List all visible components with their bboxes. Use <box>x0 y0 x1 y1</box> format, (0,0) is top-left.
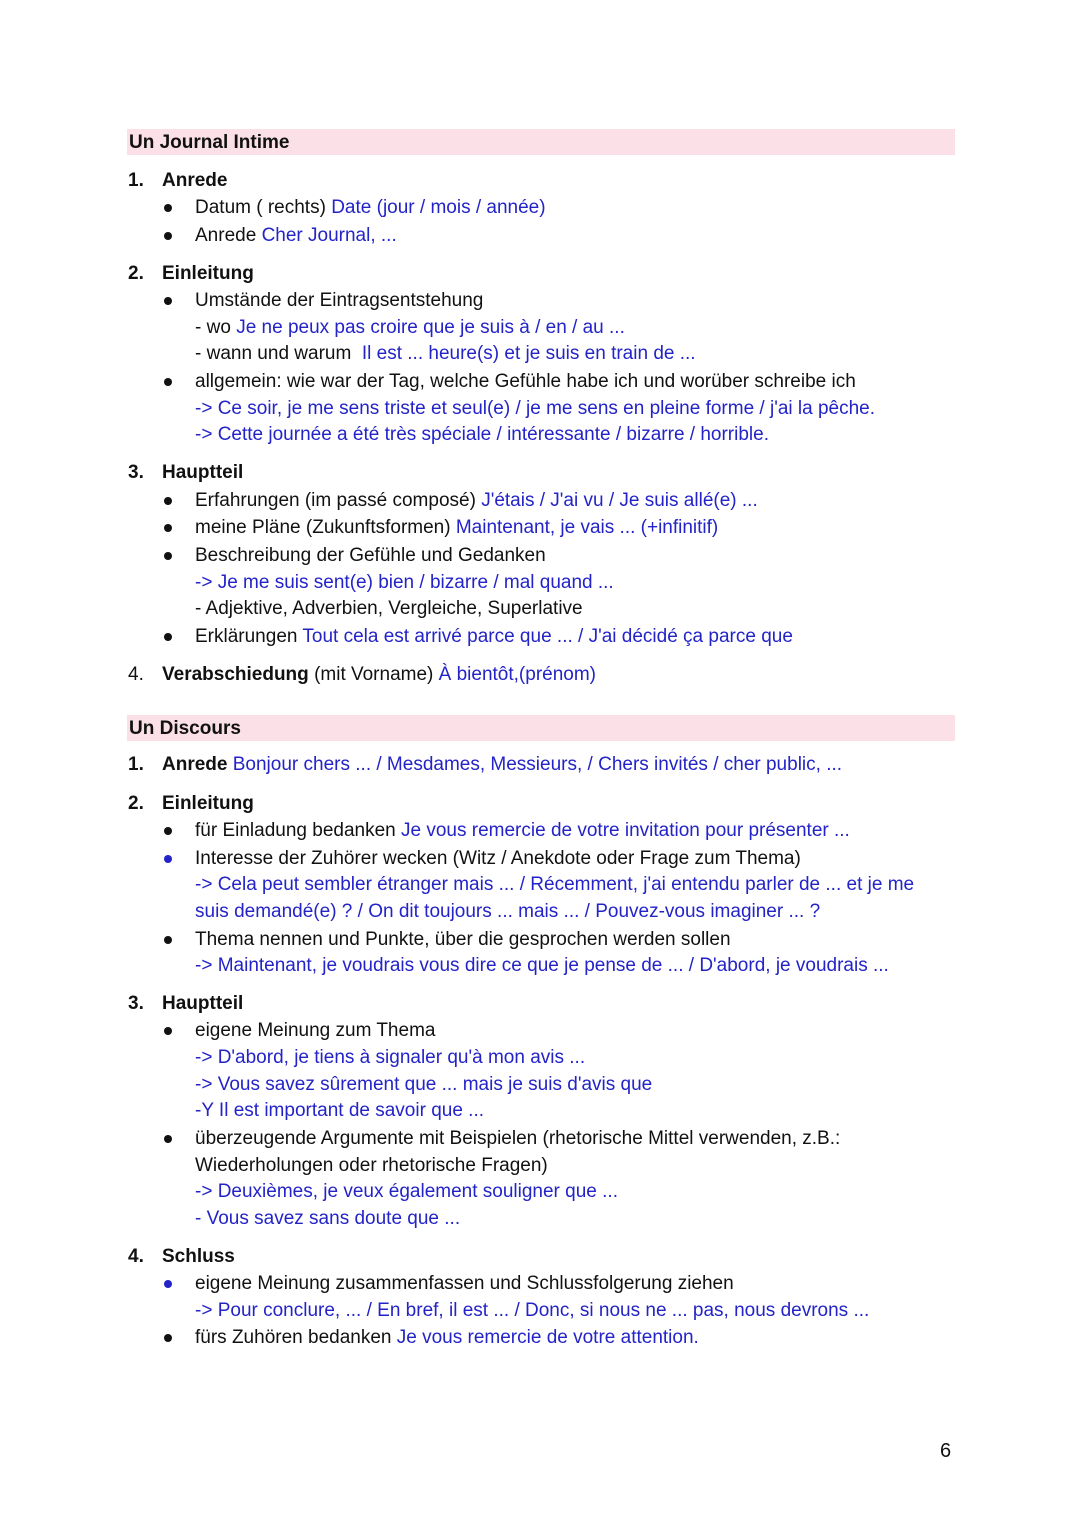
list-item: überzeugende Argumente mit Beispielen (rhetorische Mittel verwenden, z.B.: <box>195 1128 841 1149</box>
section-title-discours: Un Discours <box>127 715 955 741</box>
example-line: -> Ce soir, je me sens triste et seul(e) / je me sens en pleine forme / j'ai la pêche. <box>195 398 876 419</box>
example-line: - Vous savez sans doute que ... <box>195 1208 461 1229</box>
list-item: für Einladung bedanken Je vous remercie de votre invitation pour présenter ... <box>195 820 850 841</box>
list-item: Thema nennen und Punkte, über die gesprochen werden sollen <box>195 929 731 950</box>
list-item-continued: Wiederholungen oder rhetorische Fragen) <box>195 1155 548 1176</box>
example-line: -> Deuxièmes, je veux également souligner que ... <box>195 1181 618 1202</box>
example-line: -> Pour conclure, ... / En bref, il est ... / Donc, si nous ne ... pas, nous devrons ... <box>195 1300 870 1321</box>
list-number: 3. <box>128 462 144 483</box>
heading-einleitung: Einleitung <box>162 263 254 284</box>
example-line: -> Vous savez sûrement que ... mais je suis d'avis que <box>195 1074 653 1095</box>
example-line: -> Maintenant, je voudrais vous dire ce que je pense de ... / D'abord, je voudrais ... <box>195 955 889 976</box>
heading-einleitung: Einleitung <box>162 793 254 814</box>
example-line: -> Cela peut sembler étranger mais ... / Récemment, j'ai entendu parler de ... et je me <box>195 874 915 895</box>
heading-verabschiedung: Verabschiedung (mit Vorname) À bientôt,(prénom) <box>162 664 597 685</box>
list-number: 1. <box>128 754 144 775</box>
bullet-icon <box>164 378 172 386</box>
list-item: meine Pläne (Zukunftsformen) Maintenant, je vais ... (+infinitif) <box>195 517 719 538</box>
example-line: -> Je me suis sent(e) bien / bizarre / mal quand ... <box>195 572 614 593</box>
list-item: Umstände der Eintragsentstehung <box>195 290 484 311</box>
list-number: 2. <box>128 263 144 284</box>
bullet-icon <box>164 827 172 835</box>
list-item: Datum ( rechts) Date (jour / mois / année) <box>195 197 546 218</box>
list-number: 4. <box>128 1246 144 1267</box>
list-item: fürs Zuhören bedanken Je vous remercie de votre attention. <box>195 1327 699 1348</box>
bullet-icon <box>164 1280 172 1288</box>
bullet-icon <box>164 855 172 863</box>
heading-schluss: Schluss <box>162 1246 235 1267</box>
list-item: Beschreibung der Gefühle und Gedanken <box>195 545 546 566</box>
example-line: -Y Il est important de savoir que ... <box>195 1100 485 1121</box>
bullet-icon <box>164 1027 172 1035</box>
bullet-icon <box>164 633 172 641</box>
list-item: eigene Meinung zusammenfassen und Schlussfolgerung ziehen <box>195 1273 734 1294</box>
section-title-journal: Un Journal Intime <box>127 129 955 155</box>
list-item: eigene Meinung zum Thema <box>195 1020 436 1041</box>
list-number: 1. <box>128 170 144 191</box>
example-line: - wann und warum Il est ... heure(s) et je suis en train de ... <box>195 343 696 364</box>
list-item: Anrede Cher Journal, ... <box>195 225 397 246</box>
heading-hauptteil: Hauptteil <box>162 462 244 483</box>
list-item: allgemein: wie war der Tag, welche Gefühle habe ich und worüber schreibe ich <box>195 371 856 392</box>
example-line: -> D'abord, je tiens à signaler qu'à mon avis ... <box>195 1047 586 1068</box>
bullet-icon <box>164 297 172 305</box>
page-number: 6 <box>940 1440 952 1462</box>
list-number: 3. <box>128 993 144 1014</box>
bullet-icon <box>164 232 172 240</box>
bullet-icon <box>164 497 172 505</box>
bullet-icon <box>164 1135 172 1143</box>
bullet-icon <box>164 936 172 944</box>
example-line: -> Cette journée a été très spéciale / intéressante / bizarre / horrible. <box>195 424 769 445</box>
bullet-icon <box>164 524 172 532</box>
list-number: 2. <box>128 793 144 814</box>
list-number: 4. <box>128 664 144 685</box>
bullet-icon <box>164 552 172 560</box>
heading-anrede: Anrede Bonjour chers ... / Mesdames, Messieurs, / Chers invités / cher public, ... <box>162 754 843 775</box>
bullet-icon <box>164 204 172 212</box>
list-item: Erfahrungen (im passé composé) J'étais / J'ai vu / Je suis allé(e) ... <box>195 490 758 511</box>
bullet-icon <box>164 1334 172 1342</box>
list-item: Interesse der Zuhörer wecken (Witz / Anekdote oder Frage zum Thema) <box>195 848 801 869</box>
example-line: - wo Je ne peux pas croire que je suis à / en / au ... <box>195 317 625 338</box>
heading-hauptteil: Hauptteil <box>162 993 244 1014</box>
example-line: - Adjektive, Adverbien, Vergleiche, Superlative <box>195 598 583 619</box>
heading-anrede: Anrede <box>162 170 228 191</box>
example-line: suis demandé(e) ? / On dit toujours ... mais ... / Pouvez-vous imaginer ... ? <box>195 901 821 922</box>
list-item: Erklärungen Tout cela est arrivé parce que ... / J'ai décidé ça parce que <box>195 626 793 647</box>
